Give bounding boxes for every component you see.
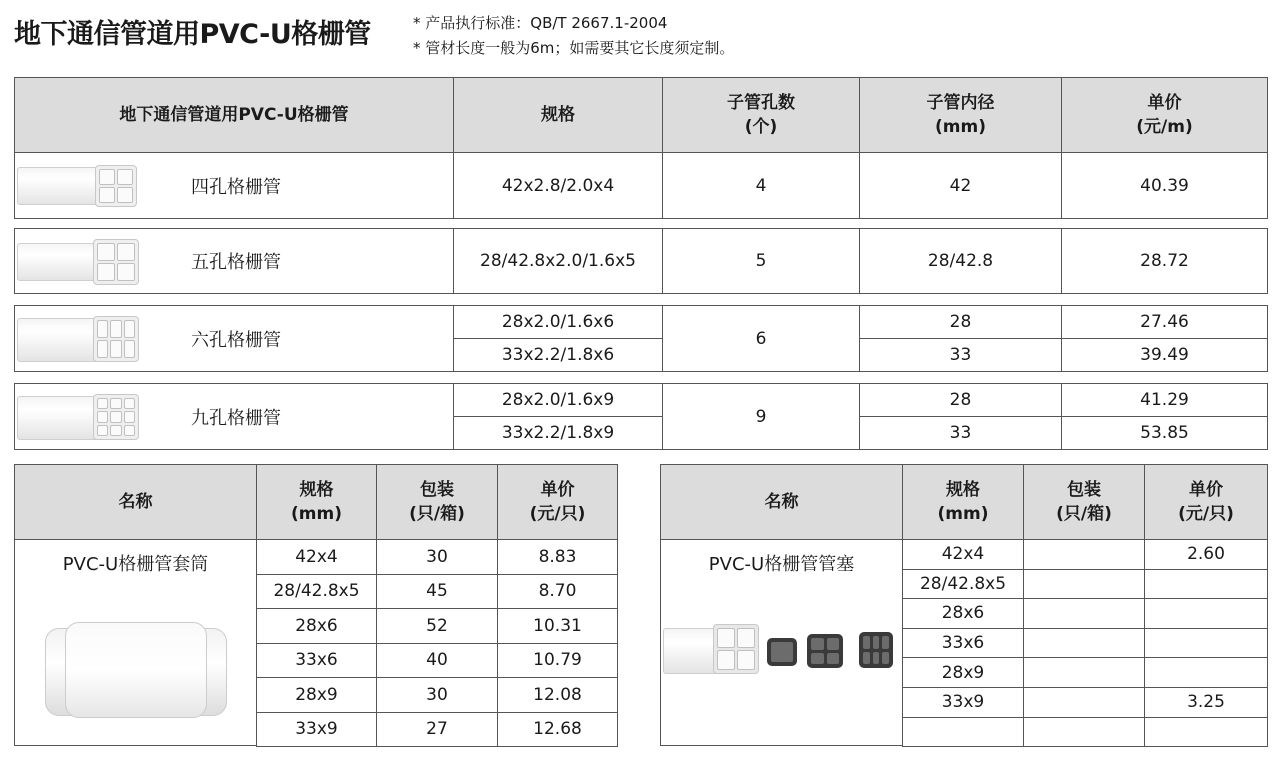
price-cell: 41.29 — [1061, 383, 1268, 417]
plug-spec-cell: 28x6 — [902, 598, 1024, 629]
plug-spec-cell: 28x9 — [902, 657, 1024, 688]
sleeve-price-cell: 10.31 — [497, 608, 618, 644]
header-spec: 规格 (mm) — [256, 464, 377, 540]
plug-price-cell: 3.25 — [1144, 687, 1268, 718]
sleeve-price-cell: 8.70 — [497, 574, 618, 610]
plug-price-cell — [1144, 657, 1268, 688]
sleeve-image — [45, 622, 235, 718]
plug-price-cell — [1144, 628, 1268, 659]
four-hole-pipe-image — [17, 157, 137, 213]
spec-cell: 33x2.2/1.8x9 — [453, 416, 663, 450]
sleeve-spec-cell: 28x9 — [256, 677, 377, 713]
price-cell: 40.39 — [1061, 152, 1268, 219]
product-name: 四孔格栅管 — [191, 176, 281, 198]
diameter-cell: 28 — [859, 305, 1062, 339]
plug-spec-cell: 42x4 — [902, 539, 1024, 570]
plug-spec-cell: 28/42.8x5 — [902, 569, 1024, 600]
spec-cell: 28/42.8x2.0/1.6x5 — [453, 228, 663, 294]
standard-note: * 产品执行标准：QB/T 2667.1-2004 — [413, 14, 668, 32]
plug-package-cell — [1023, 569, 1145, 600]
price-cell: 27.46 — [1061, 305, 1268, 339]
plug-spec-cell: 33x9 — [902, 687, 1024, 718]
plug-price-cell — [1144, 598, 1268, 629]
six-hole-pipe-image — [17, 310, 137, 366]
plug-package-cell — [1023, 717, 1145, 748]
five-hole-pipe-image — [17, 233, 137, 289]
row-name-cell — [14, 228, 454, 294]
header-diameter: 子管内径 (mm) — [859, 77, 1062, 153]
sleeve-spec-cell: 33x9 — [256, 712, 377, 748]
sleeve-spec-cell: 33x6 — [256, 643, 377, 679]
plug-price-cell: 2.60 — [1144, 539, 1268, 570]
row-name-cell — [14, 152, 454, 219]
plug-spec-cell: 33x6 — [902, 628, 1024, 659]
header-name: 名称 — [14, 464, 257, 540]
sleeve-package-cell: 27 — [376, 712, 498, 748]
header-spec: 规格 (mm) — [902, 464, 1024, 540]
diameter-cell: 42 — [859, 152, 1062, 219]
holes-cell: 5 — [662, 228, 860, 294]
holes-cell: 9 — [662, 383, 860, 450]
diameter-cell: 33 — [859, 338, 1062, 372]
price-cell: 53.85 — [1061, 416, 1268, 450]
sleeve-spec-cell: 28x6 — [256, 608, 377, 644]
product-name: 五孔格栅管 — [191, 252, 281, 273]
header-price: 单价 (元/m) — [1061, 77, 1268, 153]
holes-cell: 6 — [662, 305, 860, 372]
sleeve-name-cell — [14, 539, 257, 746]
header-holes: 子管孔数 (个) — [662, 77, 860, 153]
header-product: 地下通信管道用PVC-U格栅管 — [14, 77, 454, 153]
plug-price-cell — [1144, 569, 1268, 600]
diameter-cell: 33 — [859, 416, 1062, 450]
plug-package-cell — [1023, 657, 1145, 688]
diameter-cell: 28 — [859, 383, 1062, 417]
row-name-cell — [14, 305, 454, 372]
sleeve-package-cell: 45 — [376, 574, 498, 610]
spec-cell: 42x2.8/2.0x4 — [453, 152, 663, 219]
plug-package-cell — [1023, 539, 1145, 570]
product-name: 六孔格栅管 — [191, 329, 281, 351]
plug-package-cell — [1023, 598, 1145, 629]
sleeve-price-cell: 12.68 — [497, 712, 618, 748]
sleeve-spec-cell: 42x4 — [256, 539, 377, 575]
spec-cell: 28x2.0/1.6x6 — [453, 305, 663, 339]
header-spec: 规格 — [453, 77, 663, 153]
sleeve-price-cell: 8.83 — [497, 539, 618, 575]
header-name: 名称 — [660, 464, 903, 540]
spec-cell: 33x2.2/1.8x6 — [453, 338, 663, 372]
plug-package-cell — [1023, 687, 1145, 718]
plug-spec-cell — [902, 717, 1024, 748]
plug-price-cell — [1144, 717, 1268, 748]
header-unit-price: 单价 (元/只) — [497, 464, 618, 540]
plug-package-cell — [1023, 628, 1145, 659]
sleeve-price-cell: 12.08 — [497, 677, 618, 713]
sleeve-name: PVC-U格栅管套筒 — [62, 554, 209, 575]
plug-name: PVC-U格栅管管塞 — [708, 554, 855, 575]
price-cell: 39.49 — [1061, 338, 1268, 372]
header-package: 包装 (只/箱) — [376, 464, 498, 540]
spec-cell: 28x2.0/1.6x9 — [453, 383, 663, 417]
sleeve-package-cell: 52 — [376, 608, 498, 644]
header-unit-price: 单价 (元/只) — [1144, 464, 1268, 540]
plug-image — [663, 622, 899, 682]
header-package: 包装 (只/箱) — [1023, 464, 1145, 540]
holes-cell: 4 — [662, 152, 860, 219]
length-note: * 管材长度一般为6m；如需要其它长度须定制。 — [413, 39, 735, 57]
row-name-cell — [14, 383, 454, 450]
price-cell: 28.72 — [1061, 228, 1268, 294]
sleeve-package-cell: 40 — [376, 643, 498, 679]
sleeve-spec-cell: 28/42.8x5 — [256, 574, 377, 610]
sleeve-package-cell: 30 — [376, 677, 498, 713]
nine-hole-pipe-image — [17, 388, 137, 444]
plug-name-cell — [660, 539, 903, 746]
page-title: 地下通信管道用PVC-U格栅管 — [14, 19, 371, 50]
sleeve-price-cell: 10.79 — [497, 643, 618, 679]
product-name: 九孔格栅管 — [191, 407, 281, 429]
diameter-cell: 28/42.8 — [859, 228, 1062, 294]
sleeve-package-cell: 30 — [376, 539, 498, 575]
